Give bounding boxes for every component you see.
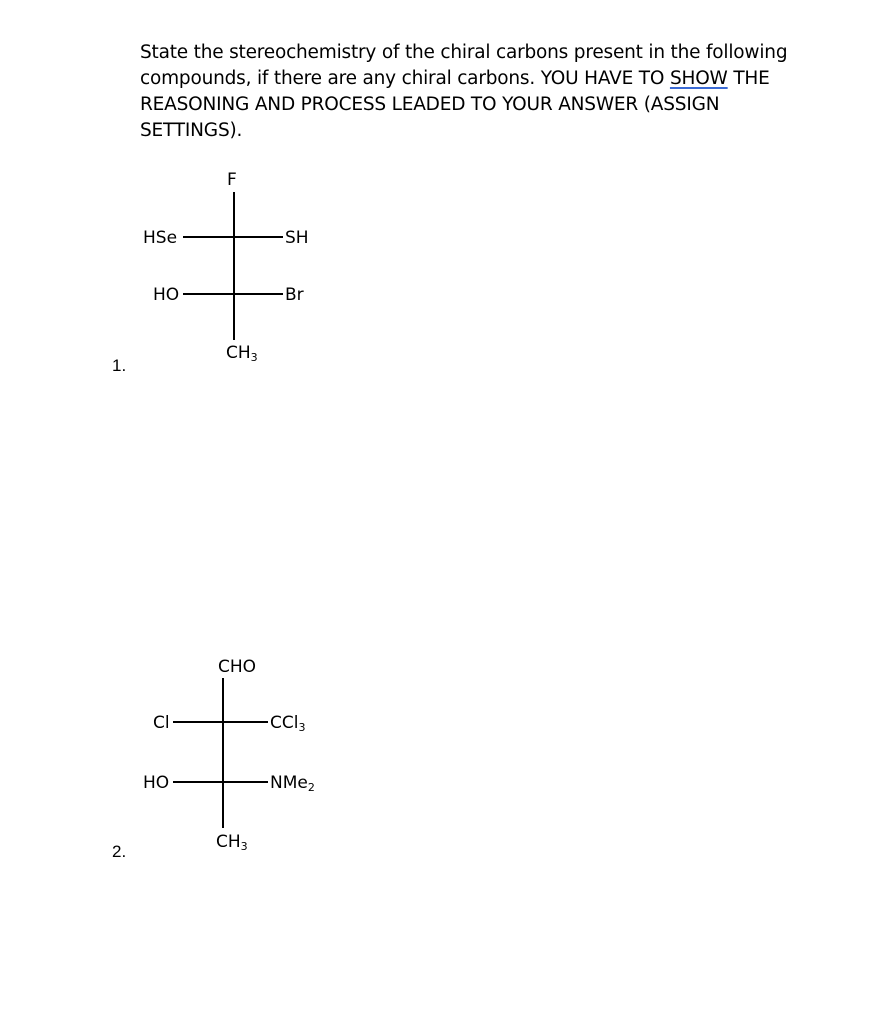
substituent-bottom: $CH_3$ [226,343,258,364]
prompt-emphasis: SHOW [669,68,728,89]
substituent-left: Cl [153,713,170,733]
fischer-horizontal-bond [183,236,283,238]
prompt-text: State the stereochemistry of the chiral carbons present in the following compounds, if there are any chiral carbons. YOU HAVE TO [140,42,788,89]
substituent-left: HO [153,285,180,305]
fischer-horizontal-bond [173,721,268,723]
substituent-bottom: $CH_3$ [216,832,248,853]
question-number: 2. [112,842,127,861]
substituent-top: CHO [218,657,257,677]
question-prompt [140,40,790,144]
substituent-right: Br [285,285,304,305]
substituent-right: NMe$_2$ [270,773,315,794]
substituent-left: HSe [143,228,178,248]
prompt-text-end: THE REASONING AND PROCESS LEADED TO YOUR ANSWER (ASSIGN SETTINGS). [140,68,770,141]
fischer-horizontal-bond [183,293,283,295]
fischer-vertical-bond [233,192,235,340]
question-number: 1. [112,356,127,375]
fischer-horizontal-bond [173,781,268,783]
substituent-left: HO [143,773,170,793]
substituent-top: F [227,170,237,190]
substituent-right: SH [285,228,309,248]
substituent-right: CCl$_3$ [270,713,306,734]
fischer-vertical-bond [222,678,224,828]
